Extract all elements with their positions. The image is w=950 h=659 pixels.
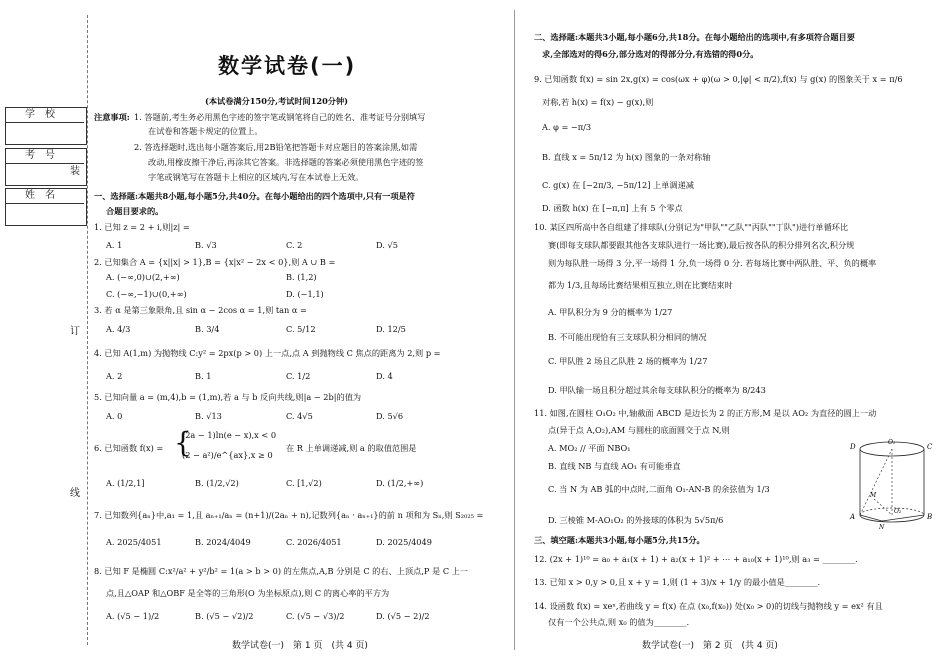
question-7: 7. 已知数列{aₙ}中,a₁ = 1,且 aₙ₊₁/aₙ = (n+1)/(2aₙ + n),记数列{aₙ · aₙ₊₁}的前 n 项和为 Sₙ,则 S₂₀₂₅ = xyxy=(94,510,484,520)
question-10-line-4: 都为 1/3,且每场比赛结果相互独立,则在比赛结束时 xyxy=(548,280,733,290)
fig-label-d: D xyxy=(850,443,856,451)
question-11-line-2: 点(异于点 A,O₂),AM 与圆柱的底面圆交于点 N,则 xyxy=(548,425,730,435)
q5-option-c[interactable]: C. 4√5 xyxy=(286,411,313,421)
q7-option-a[interactable]: A. 2025/4051 xyxy=(106,537,162,547)
q4-option-d[interactable]: D. 4 xyxy=(376,371,393,381)
question-2: 2. 已知集合 A = {x||x| > 1},B = {x|x² − 2x < 0},则 A ∪ B = xyxy=(94,257,336,267)
question-11-line-1: 11. 如图,在圆柱 O₁O₂ 中,轴截面 ABCD 是边长为 2 的正方形,M 是以 AO₂ 为直径的圆上一动 xyxy=(534,408,877,418)
question-12: 12. (2x + 1)¹⁰ = a₀ + a₁(x + 1) + a₂(x + 1)² + ⋯ + a₁₀(x + 1)¹⁰,则 a₃ = ________. xyxy=(534,554,858,564)
school-box[interactable] xyxy=(5,107,87,145)
q6-option-b[interactable]: B. (1/2,√2) xyxy=(195,478,239,488)
notes-label: 注意事项: xyxy=(94,112,130,122)
q9-option-a[interactable]: A. φ = −π/3 xyxy=(542,122,592,132)
q4-option-a[interactable]: A. 2 xyxy=(106,371,123,381)
exam-number-label: 考号 xyxy=(6,149,84,164)
q6-tail: 在 R 上单调递减,则 a 的取值范围是 xyxy=(286,443,417,453)
page-1-footer: 数学试卷(一) 第 1 页 (共 4 页) xyxy=(232,641,368,651)
q10-option-b[interactable]: B. 不可能出现恰有三支球队积分相同的情况 xyxy=(548,332,707,342)
q1-option-b[interactable]: B. √3 xyxy=(195,240,217,250)
question-9-line-2: 对称,若 h(x) = f(x) − g(x),则 xyxy=(542,97,654,107)
q9-option-b[interactable]: B. 直线 x = 5π/12 为 h(x) 图象的一条对称轴 xyxy=(542,152,711,162)
q3-option-a[interactable]: A. 4/3 xyxy=(106,324,131,334)
question-9-line-1: 9. 已知函数 f(x) = sin 2x,g(x) = cos(ωx + φ)(ω > 0,|φ| < π/2),f(x) 与 g(x) 的图象关于 x = π/6 xyxy=(534,74,903,84)
q8-option-d[interactable]: D. (√5 − 2)/2 xyxy=(376,611,430,621)
question-4: 4. 已知 A(1,m) 为抛物线 C:y² = 2px(p > 0) 上一点,点 A 到抛物线 C 焦点的距离为 2,则 p = xyxy=(94,348,441,358)
q6-brace: { xyxy=(174,426,192,459)
section-1-heading-cont: 合题目要求的。 xyxy=(106,206,164,216)
q2-option-b[interactable]: B. (1,2) xyxy=(286,272,317,282)
q6-option-d[interactable]: D. (1/2,+∞) xyxy=(376,478,424,488)
question-13: 13. 已知 x > 0,y > 0,且 x + y = 1,则 (1 + 3)/x + 1/y 的最小值是________. xyxy=(534,577,821,587)
q11-option-d[interactable]: D. 三棱锥 M-AO₁O₂ 的外接球的体积为 5√5π/6 xyxy=(548,515,724,525)
school-label: 学校 xyxy=(6,108,84,123)
q7-option-c[interactable]: C. 2026/4051 xyxy=(286,537,342,547)
q5-option-d[interactable]: D. 5√6 xyxy=(376,411,404,421)
note-2b: 改动,用橡皮擦干净后,再涂其它答案。非选择题的答案必须使用黑色字迹的签 xyxy=(148,157,424,167)
q10-option-a[interactable]: A. 甲队积分为 9 分的概率为 1/27 xyxy=(548,307,673,317)
q8-option-c[interactable]: C. (√5 − √3)/2 xyxy=(286,611,345,621)
binding-xian: 线 xyxy=(70,488,80,499)
name-label: 姓名 xyxy=(6,189,84,204)
section-2-heading-cont: 求,全部选对的得6分,部分选对的得部分分,有选错的得0分。 xyxy=(542,49,759,59)
q8-option-b[interactable]: B. (√5 − √2)/2 xyxy=(195,611,254,621)
q6-case-2: (2 − a²)/e^{ax},x ≥ 0 xyxy=(182,450,273,460)
section-3-heading: 三、填空题:本题共3小题,每小题5分,共15分。 xyxy=(534,535,705,545)
fig-label-o1: O₁ xyxy=(888,439,896,446)
question-10-line-2: 赛(即每支球队都要跟其他各支球队进行一场比赛),最后按各队的积分排列名次,积分规 xyxy=(548,240,855,250)
q1-option-c[interactable]: C. 2 xyxy=(286,240,303,250)
exam-subtitle: (本试卷满分150分,考试时间120分钟) xyxy=(205,96,349,106)
exam-title: 数学试卷(一) xyxy=(218,54,357,78)
question-10-line-1: 10. 某区四所高中各自组建了排球队(分别记为"甲队""乙队""丙队""丁队")进行单循环比 xyxy=(534,222,849,232)
q5-option-a[interactable]: A. 0 xyxy=(106,411,123,421)
q9-option-d[interactable]: D. 函数 h(x) 在 [−π,π] 上有 5 个零点 xyxy=(542,203,683,213)
section-1-heading: 一、选择题:本题共8小题,每小题5分,共40分。在每小题给出的四个选项中,只有一项是符 xyxy=(94,191,415,201)
binding-ding: 订 xyxy=(70,326,80,337)
note-2a: 2. 答选择题时,选出每小题答案后,用2B铅笔把答题卡对应题目的答案涂黑,如需 xyxy=(134,142,418,152)
q1-option-a[interactable]: A. 1 xyxy=(106,240,123,250)
note-1a: 1. 答题前,考生务必用黑色字迹的签字笔或钢笔将自己的姓名、准考证号分别填写 xyxy=(134,112,426,122)
q2-option-d[interactable]: D. (−1,1) xyxy=(286,289,324,299)
fig-label-c: C xyxy=(927,443,933,451)
binding-dashed-line xyxy=(87,15,88,645)
q10-option-c[interactable]: C. 甲队胜 2 场且乙队胜 2 场的概率为 1/27 xyxy=(548,356,708,366)
question-8-line-2: 点,且△OAP 和△OBF 是全等的三角形(O 为坐标原点),则 C 的离心率的平方为 xyxy=(106,588,390,598)
q2-option-a[interactable]: A. (−∞,0)∪(2,+∞) xyxy=(106,272,180,282)
q2-option-c[interactable]: C. (−∞,−1)∪(0,+∞) xyxy=(106,289,187,299)
cylinder-figure xyxy=(848,435,934,531)
q7-option-d[interactable]: D. 2025/4049 xyxy=(376,537,432,547)
q6-option-a[interactable]: A. (1/2,1] xyxy=(106,478,145,488)
q6-option-c[interactable]: C. [1,√2) xyxy=(286,478,322,488)
question-3: 3. 若 α 是第三象限角,且 sin α − 2cos α = 1,则 tan α = xyxy=(94,305,307,315)
note-2c: 字笔或钢笔写在答题卡上相应的区域内,写在本试卷上无效。 xyxy=(148,172,364,182)
page-2-footer: 数学试卷(一) 第 2 页 (共 4 页) xyxy=(642,641,778,651)
q11-option-a[interactable]: A. MO₂ // 平面 NBO₁ xyxy=(548,443,631,453)
question-10-line-3: 则为每队胜一场得 3 分,平一场得 1 分,负一场得 0 分. 若每场比赛中两队胜、平、负的概率 xyxy=(548,258,877,268)
question-5: 5. 已知向量 a = (m,4),b = (1,m),若 a 与 b 反向共线,则|a − 2b|的值为 xyxy=(94,392,362,402)
q7-option-b[interactable]: B. 2024/4049 xyxy=(195,537,251,547)
q3-option-d[interactable]: D. 12/5 xyxy=(376,324,406,334)
q5-option-b[interactable]: B. √13 xyxy=(195,411,222,421)
binding-zhuang: 装 xyxy=(70,166,80,177)
fig-label-m: M xyxy=(870,492,877,499)
q10-option-d[interactable]: D. 甲队输一场且积分超过其余每支球队积分的概率为 8/243 xyxy=(548,385,766,395)
question-14-line-2: 仅有一个公共点,则 x₀ 的值为________. xyxy=(548,617,690,627)
q1-option-d[interactable]: D. √5 xyxy=(376,240,398,250)
question-6: 6. 已知函数 f(x) = xyxy=(94,443,164,453)
q8-option-a[interactable]: A. (√5 − 1)/2 xyxy=(106,611,160,621)
note-1b: 在试卷和答题卡规定的位置上。 xyxy=(148,126,263,136)
section-2-heading: 二、选择题:本题共3小题,每小题6分,共18分。在每小题给出的选项中,有多项符合题目要 xyxy=(534,32,855,42)
fig-label-o2: O₂ xyxy=(894,508,902,515)
fig-label-n: N xyxy=(879,524,885,531)
q4-option-b[interactable]: B. 1 xyxy=(195,371,212,381)
q3-option-c[interactable]: C. 5/12 xyxy=(286,324,316,334)
fig-label-b: B xyxy=(927,513,933,521)
q11-option-b[interactable]: B. 直线 NB 与直线 AO₁ 有可能垂直 xyxy=(548,461,681,471)
question-14-line-1: 14. 设函数 f(x) = xeˣ,若曲线 y = f(x) 在点 (x₀,f(x₀)) 处(x₀ > 0)的切线与抛物线 y = ex² 有且 xyxy=(534,601,883,611)
binding-strip xyxy=(0,0,92,659)
q4-option-c[interactable]: C. 1/2 xyxy=(286,371,311,381)
name-box[interactable] xyxy=(5,188,87,226)
question-1: 1. 已知 z = 2 + i,则|z| = xyxy=(94,222,190,232)
q6-case-1: (2a − 1)ln(e − x),x < 0 xyxy=(182,430,277,440)
q11-option-c[interactable]: C. 当 N 为 AB 弧的中点时,二面角 O₁-AN-B 的余弦值为 1/3 xyxy=(548,484,770,494)
q9-option-c[interactable]: C. g(x) 在 [−2π/3, −5π/12] 上单调递减 xyxy=(542,180,694,190)
question-8-line-1: 8. 已知 F 是椭圆 C:x²/a² + y²/b² = 1(a > b > 0) 的左焦点,A,B 分别是 C 的右、上顶点,P 是 C 上一 xyxy=(94,566,469,576)
q3-option-b[interactable]: B. 3/4 xyxy=(195,324,220,334)
page-divider xyxy=(514,10,515,650)
fig-label-a: A xyxy=(850,513,856,521)
